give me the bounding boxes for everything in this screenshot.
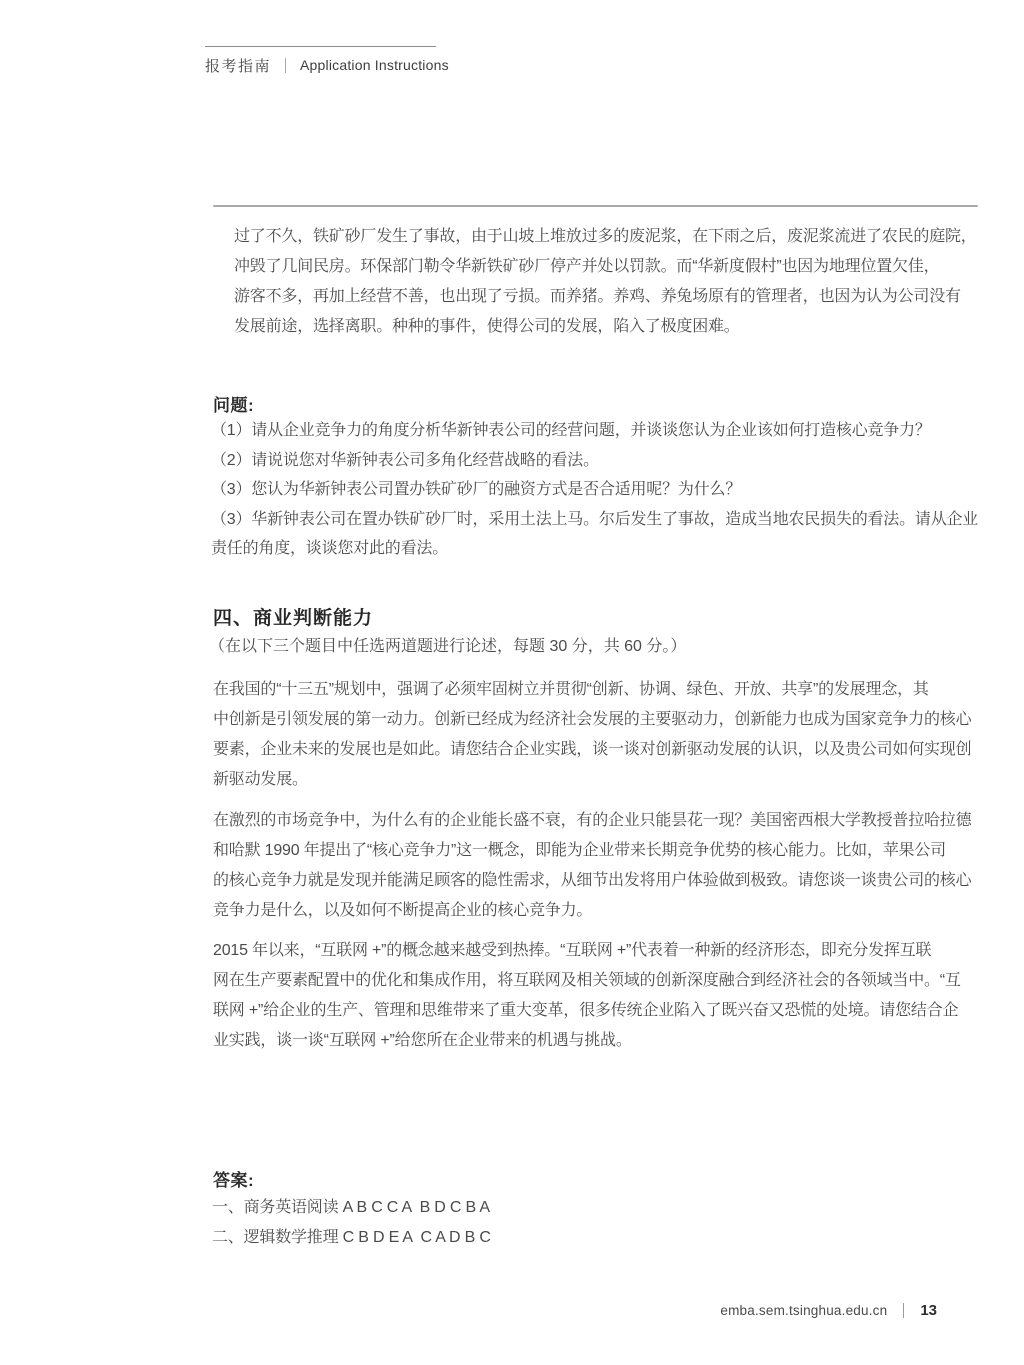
- paragraph-core-competence: [213, 806, 971, 926]
- header-rule: [205, 46, 436, 47]
- questions-title: 问题:: [213, 396, 255, 415]
- paragraph-line: 联网 +”给企业的生产、管理和思维带来了重大变革，很多传统企业陷入了既兴奋又恐慌的处境。请您结合企: [213, 1002, 959, 1019]
- question-item: （3）华新钟表公司在置办铁矿砂厂时，采用土法上马。尔后发生了事故，造成当地农民损失的看法。请从企业: [211, 510, 979, 528]
- paragraph-line: 网在生产要素配置中的优化和集成作用，将互联网及相关领域的创新深度融合到经济社会的各领域当中。“互: [213, 972, 961, 989]
- questions-list: [211, 416, 978, 564]
- answer-item: 二、逻辑数学推理 C B D E A C A D B C: [212, 1228, 491, 1246]
- question-item: （1）请从企业竞争力的角度分析华新钟表公司的经营问题，并谈谈您认为企业该如何打造核心竞争力？: [211, 422, 931, 439]
- page-header: [205, 54, 449, 76]
- paragraph-line: 在我国的“十三五”规划中，强调了必须牢固树立并贯彻“创新、协调、绿色、开放、共享”的发展理念，其: [213, 681, 929, 698]
- page-number: 13: [920, 1301, 937, 1319]
- answers-list: [212, 1193, 491, 1253]
- page-footer: [720, 1300, 937, 1320]
- header-title-en: Application Instructions: [300, 57, 449, 73]
- paragraph-line: 业实践，谈一谈“互联网 +”给您所在企业带来的机遇与挑战。: [213, 1032, 632, 1049]
- paragraph-line: 要素，企业未来的发展也是如此。请您结合企业实践，谈一谈对创新驱动发展的认识，以及贵公司如何实现创: [213, 741, 972, 758]
- content-divider: [213, 205, 978, 207]
- paragraph-line: 在激烈的市场竞争中，为什么有的企业能长盛不衰，有的企业只能昙花一现？美国密西根大学教授普拉哈拉德: [213, 812, 972, 829]
- intro-line: 游客不多，再加上经营不善，也出现了亏损。而养猪。养鸡、养兔场原有的管理者，也因为认为公司没有: [234, 288, 961, 305]
- answer-item: 一、商务英语阅读 A B C C A B D C B A: [212, 1199, 490, 1216]
- paragraph-line: 2015 年以来，“互联网 +”的概念越来越受到热捧。“互联网 +”代表着一种新的经济形态，即充分发挥互联: [213, 942, 932, 959]
- answers-title: 答案:: [213, 1171, 255, 1190]
- section-note: （在以下三个题目中任选两道题进行论述，每题 30 分，共 60 分。）: [209, 638, 687, 655]
- paragraph-innovation: [213, 675, 971, 795]
- paragraph-line: 和哈默 1990 年提出了“核心竞争力”这一概念，即能为企业带来长期竞争优势的核心能力。比如，苹果公司: [213, 842, 946, 859]
- paragraph-line: 的核心竞争力就是发现并能满足顾客的隐性需求，从细节出发将用户体验做到极致。请您谈一谈贵公司的核心: [213, 872, 972, 889]
- intro-line: 过了不久，铁矿砂厂发生了事故，由于山坡上堆放过多的废泥浆，在下雨之后，废泥浆流进了农民的庭院，: [234, 228, 977, 245]
- paragraph-line: 新驱动发展。: [213, 771, 308, 788]
- footer-url: emba.sem.tsinghua.edu.cn: [720, 1302, 888, 1318]
- intro-line: 冲毁了几间民房。环保部门勒令华新铁矿砂厂停产并处以罚款。而“华新度假村”也因为地理位置欠佳，: [234, 258, 940, 275]
- header-title-zh: 报考指南: [205, 57, 272, 75]
- paragraph-line: 竞争力是什么，以及如何不断提高企业的核心竞争力。: [213, 902, 593, 919]
- footer-divider: [903, 1303, 904, 1318]
- paragraph-internet-plus: [213, 936, 961, 1056]
- question-item: （3）您认为华新钟表公司置办铁矿砂厂的融资方式是否合适用呢？为什么？: [211, 481, 742, 499]
- section-heading: 四、商业判断能力: [213, 608, 374, 629]
- header-divider: [285, 58, 286, 73]
- intro-paragraph: [234, 222, 977, 342]
- question-item-continuation: 责任的角度，谈谈您对此的看法。: [211, 540, 449, 558]
- paragraph-line: 中创新是引领发展的第一动力。创新已经成为经济社会发展的主要驱动力，创新能力也成为国家竞争力的核心: [213, 711, 972, 728]
- intro-line: 发展前途，选择离职。种种的事件，使得公司的发展，陷入了极度困难。: [234, 318, 740, 335]
- question-item: （2）请说说您对华新钟表公司多角化经营战略的看法。: [211, 451, 599, 469]
